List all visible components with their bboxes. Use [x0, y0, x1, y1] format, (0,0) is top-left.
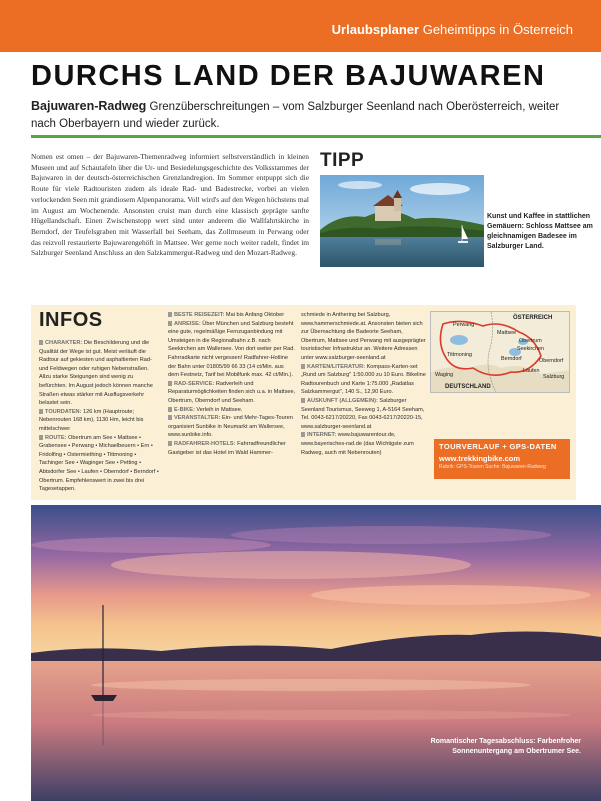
- info-key: INTERNET:: [307, 432, 337, 439]
- divider-line: [31, 135, 601, 138]
- info-text: Ein- und Mehr-Tages-Touren organisiert Sunbike in Neumarkt am Wallersee, www.sunbike.info.: [168, 415, 293, 439]
- info-text: Obertrum am See • Mattsee • Grabensee • Perwang • Michaelbeuern • Ern • Fridolfing • Ostermiething • Tittmoning • Tachinger See • Waginger See • Petting • Abtsdorfer See • Laufen • Oberndorf • Berndorf • Obertrum. Empfehlenswert in zwei bis drei Tagesetappen.: [39, 434, 159, 493]
- info-entry: [39, 434, 161, 494]
- info-key: AUSKUNFT (ALLGEMEIN):: [307, 397, 378, 404]
- gps-data-box: [434, 439, 570, 479]
- info-entry: [301, 311, 427, 363]
- section-title-rest: Geheimtipps in Österreich: [419, 22, 573, 37]
- bullet-square-icon: [168, 441, 172, 446]
- map-label-germany: DEUTSCHLAND: [445, 384, 491, 390]
- info-key: RADFAHRER-HOTELS:: [174, 440, 236, 447]
- route-map: [430, 311, 570, 393]
- bullet-square-icon: [301, 398, 305, 403]
- bullet-square-icon: [301, 432, 305, 437]
- lead-bold: Bajuwaren-Radweg: [31, 99, 147, 113]
- gps-box-url[interactable]: www.trekkingbike.com: [439, 454, 520, 463]
- map-place: Seekirchen: [517, 346, 544, 352]
- bullet-square-icon: [168, 415, 172, 420]
- info-text: Die Beschilderung und die Qualität der Wege ist gut. Meist verläuft die Radtour auf gekiesten und asphaltierten Rad- und Feldwegen oder ruhigen Nebenstraßen. Allzu starke Steigungen sind wenig zu befürchten. Im August jedoch können manche Straßen etwas stärker mit Ausflugsverkehr belastet sein.: [39, 340, 153, 407]
- map-place: Laufen: [523, 368, 540, 374]
- bullet-square-icon: [39, 340, 43, 345]
- info-entry: [168, 311, 296, 320]
- article-body: Nomen est omen – der Bajuwaren-Themenradweg informiert selbstverständlich in kleinen Museen und auf Schautafeln über die Ur- und Besiedelungsgeschichte des Volksstammes der Bajuwaren in der deutsch-österreichischen Grenzlandregion. Im Sommer entpuppt sich die Route für viele Radtouristen zudem als ideale Rad- und Badestrecke, vorbei an vielen verlockenden Seen mit grandiosem Alpenpanorama. Voll wird's auf den Wegen höchstens mal im August am Wochenende. Ansonsten cruist man durch eine klassisch geprägte sanfte Hügellandschaft. Einen Zwischenstopp wert sind unter anderem die Wallfahrtskirche in Berndorf, der Teufelsgraben mit Wasserfall bei Seeham, das Zollmuseum in Perwang oder das reizvoll restaurierte Bajuwarengehöft in Mattsee. Wer gerne noch weiter radelt, findet im Salzburger Seenland Anschluss an den Salzkammergut-Radweg und den Mozart-Radweg.: [31, 152, 309, 258]
- info-text: Verleih in Mattsee.: [194, 406, 243, 413]
- infos-heading: INFOS: [39, 309, 103, 331]
- info-text: 126 km (Hauptroute; Nebenrouten 168 km), 1130 Hm, leicht bis mittelschwer: [39, 408, 144, 432]
- info-text: www.bajuwarentour.de, www.bayerisches-rad.de (das Wichtigste zum Radweg, auch mit Nebenrouten): [301, 432, 414, 456]
- section-header-bar: [0, 0, 601, 52]
- info-key: VERANSTALTER:: [174, 415, 221, 422]
- map-place: Oberndorf: [539, 358, 564, 364]
- gps-box-title: TOURVERLAUF + GPS-DATEN: [439, 442, 557, 451]
- info-entry: [39, 339, 161, 408]
- info-key: ROUTE:: [45, 434, 67, 441]
- map-label-austria: ÖSTERREICH: [513, 315, 553, 321]
- map-place: Berndorf: [501, 356, 522, 362]
- infos-column-3: [301, 311, 427, 457]
- gps-box-sub: Rubrik: GPS-Touren Suche: Bajuwaren-Radweg: [439, 464, 546, 470]
- lead-text: Grenzüberschreitungen – vom Salzburger Seenland nach Oberösterreich, weiter nach Oberbayern und wieder zurück.: [31, 101, 560, 130]
- info-key: ANREISE:: [174, 320, 201, 327]
- castle-lake-image: [320, 175, 484, 267]
- article-headline: DURCHS LAND DER BAJUWAREN: [31, 60, 546, 92]
- info-text: schmiede in Anthering bei Salzburg, www.hammerschmiede.at. Ansonsten bieten sich zur Übernachtung die Badeorte Seeham, Obertrum, Mattsee und Perwang mit ausgeprägter touristischer Infrastruktur an. Weitere Adressen unter www.salzburger-seenland.at: [301, 312, 426, 361]
- info-entry: [301, 363, 427, 397]
- info-entry: [168, 320, 296, 380]
- article-lead: [31, 98, 576, 133]
- map-place: Mattsee: [497, 330, 517, 336]
- castle-photo: [320, 175, 484, 267]
- sunset-caption: Romantischer Tagesabschluss: Farbenfroher Sonnenuntergang am Obertrumer See.: [430, 738, 581, 755]
- bullet-square-icon: [301, 364, 305, 369]
- info-text: Salzburger Seenland Tourismus, Seeweg 1, A-5164 Seeham, Tel. 0043-6217/20220, Fax 0043-6217/20220-15, www.salzburger-seenland.at: [301, 397, 425, 430]
- infos-column-2: [168, 311, 296, 457]
- info-text: Mai bis Anfang Oktober: [224, 312, 285, 318]
- bullet-square-icon: [168, 321, 172, 326]
- tipp-heading: TIPP: [320, 150, 365, 171]
- info-key: TOURDATEN:: [45, 408, 82, 415]
- sunset-lake-image: [31, 505, 601, 801]
- bullet-square-icon: [168, 381, 172, 386]
- map-place: Tittmoning: [447, 352, 472, 358]
- info-entry: [301, 431, 427, 457]
- info-text: Radverleih und Reparaturmöglichkeiten finden sich u.a. in Mattsee, Obertrum, Oberndorf und Seeham.: [168, 380, 296, 404]
- info-text: Fahrradfreundlicher Gastgeber ist das Hotel im Wald Hammer-: [168, 440, 286, 456]
- bullet-square-icon: [168, 407, 172, 412]
- info-entry: [39, 408, 161, 434]
- info-entry: [301, 397, 427, 431]
- bullet-square-icon: [168, 312, 172, 317]
- info-entry: [168, 380, 296, 406]
- infos-column-1: [39, 339, 161, 494]
- info-text: Kompass-Karten-set „Rund um Salzburg" 1:50.000 zu 10 Euro. Bikeline Radtourenbuch und Karte 1:75.000 „Radatlas Salzkammergut", 140 S., 12,90 Euro.: [301, 363, 426, 396]
- sunset-photo: [31, 505, 601, 801]
- map-place: Perwang: [453, 322, 475, 328]
- info-entry: [168, 414, 296, 440]
- info-entry: [168, 406, 296, 415]
- info-key: CHARAKTER:: [45, 340, 83, 346]
- map-place: Obertrum: [519, 338, 542, 344]
- info-key: RAD-SERVICE:: [174, 380, 215, 387]
- info-key: KARTEN/LITERATUR:: [307, 363, 366, 370]
- info-key: BESTE REISEZEIT:: [174, 312, 225, 318]
- infos-box: [31, 305, 576, 500]
- bullet-square-icon: [39, 435, 43, 440]
- info-text: Über München und Salzburg besteht eine gute, regelmäßige Fernzuganbindung mit Umsteigen in die Regionalbahn z.B. nach Seekirchen am Wallersee. Von dort weiter per Rad. Fahrradkarte nicht vergessen! Radfahrer-Hotline der Bahn unter 01805/99 66 33 (14 ct/Min. aus dem Festnetz, Tarif bei Mobilfunk max. 42 ct/Min.).: [168, 320, 295, 379]
- info-entry: [168, 440, 296, 457]
- section-title-bold: Urlaubsplaner: [331, 22, 420, 37]
- section-title: [332, 22, 573, 37]
- info-key: E-BIKE:: [174, 406, 195, 413]
- map-place: Waging: [435, 372, 454, 378]
- tipp-caption: Kunst und Kaffee in stattlichen Gemäuern: Schloss Mattsee am gleichnamigen Badesee im Salzburger Land.: [487, 213, 593, 250]
- map-place: Salzburg: [543, 374, 565, 380]
- bullet-square-icon: [39, 409, 43, 414]
